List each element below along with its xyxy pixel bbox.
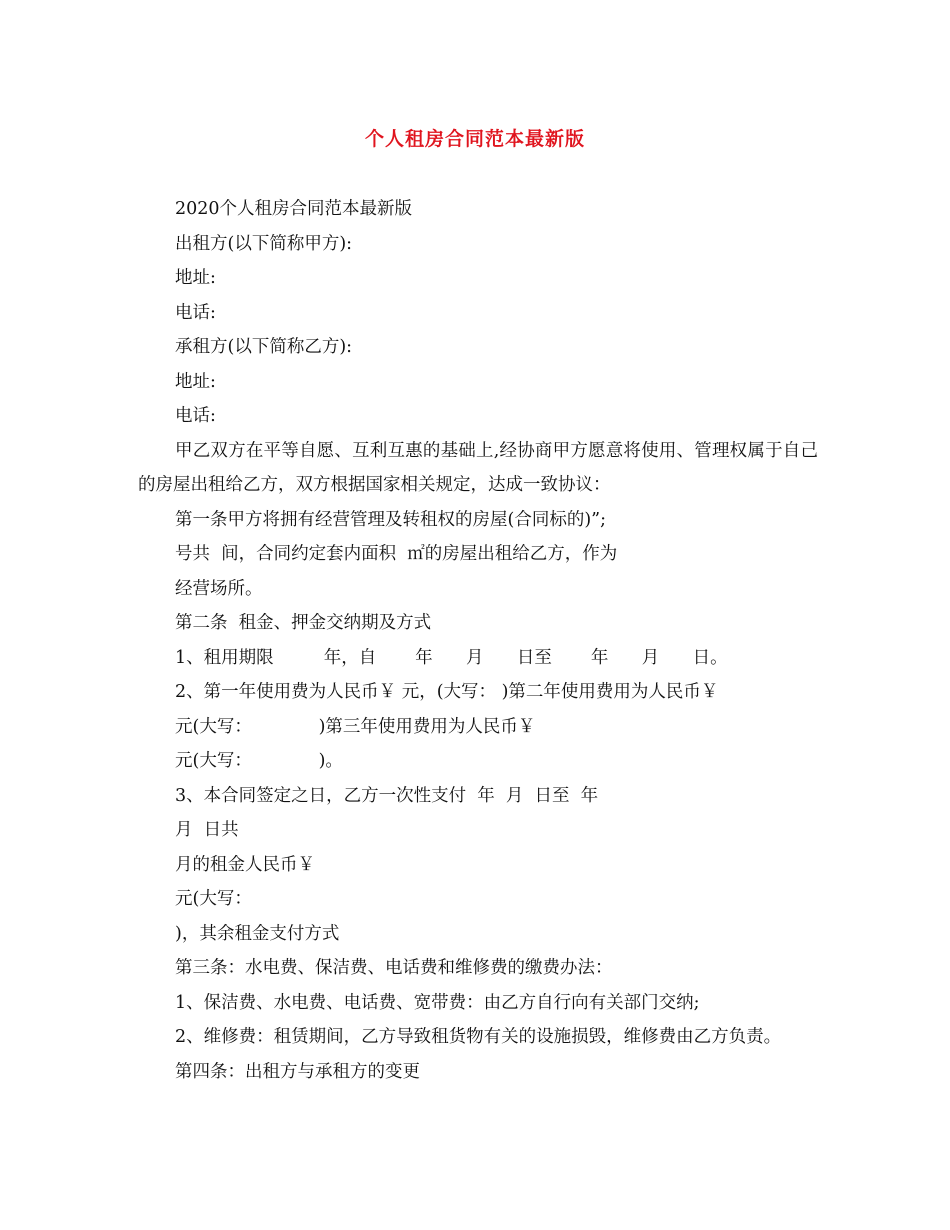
paragraph-preamble: 甲乙双方在平等自愿、互利互惠的基础上,经协商甲方愿意将使用、管理权属于自己的房屋出租给乙方，双方根据国家相关规定，达成一致协议： (138, 440, 818, 495)
paragraph-third-year-fee: 元(大写： )第三年使用费用为人民币￥ (175, 716, 536, 737)
paragraph-lessor: 出租方(以下简称甲方): (175, 233, 353, 254)
paragraph-article-2: 第二条 租金、押金交纳期及方式 (175, 613, 432, 633)
paragraph-lessee: 承租方(以下简称乙方): (175, 337, 353, 357)
paragraph-lessee-phone: 电话: (175, 406, 216, 426)
paragraph-first-year-fee: 2、第一年使用费为人民币￥ 元，(大写： )第二年使用费用为人民币￥ (175, 682, 719, 702)
document-body (138, 192, 818, 1089)
paragraph-rent-method: )，其余租金支付方式 (175, 923, 340, 944)
paragraph-lessor-phone: 电话: (175, 302, 216, 323)
paragraph-payment-date: 3、本合同签定之日，乙方一次性支付 年 月 日至 年 (175, 785, 599, 806)
paragraph-lease-term: 1、租用期限 年，自 年 月 日至 年 月 日。 (175, 647, 728, 668)
paragraph-article-1: 第一条甲方将拥有经营管理及转租权的房屋(合同标的)”; (175, 509, 606, 530)
paragraph-article-4: 第四条：出租方与承租方的变更 (175, 1061, 420, 1082)
paragraph-third-year-fee-words: 元(大写： )。 (175, 751, 343, 771)
paragraph-lessee-address: 地址: (175, 371, 216, 392)
document-title: 个人租房合同范本最新版 (364, 128, 585, 150)
paragraph-repairs: 2、维修费：租赁期间，乙方导致租货物有关的设施损毁，维修费由乙方负责。 (175, 1027, 782, 1047)
paragraph-article-3: 第三条：水电费、保洁费、电话费和维修费的缴费办法： (175, 958, 613, 978)
paragraph-article-1-use: 经营场所。 (175, 578, 263, 599)
paragraph-subtitle: 2020个人租房合同范本最新版 (175, 199, 413, 219)
paragraph-rent-words: 元(大写： (175, 889, 252, 909)
paragraph-monthly-rent: 月的租金人民币￥ (175, 854, 315, 875)
paragraph-lessor-address: 地址: (175, 268, 216, 288)
paragraph-payment-total: 月 日共 (175, 820, 239, 840)
paragraph-utilities: 1、保洁费、水电费、电话费、宽带费：由乙方自行向有关部门交纳; (175, 992, 700, 1013)
paragraph-article-1-area: 号共 间，合同约定套内面积 ㎡的房屋出租给乙方，作为 (175, 544, 618, 564)
